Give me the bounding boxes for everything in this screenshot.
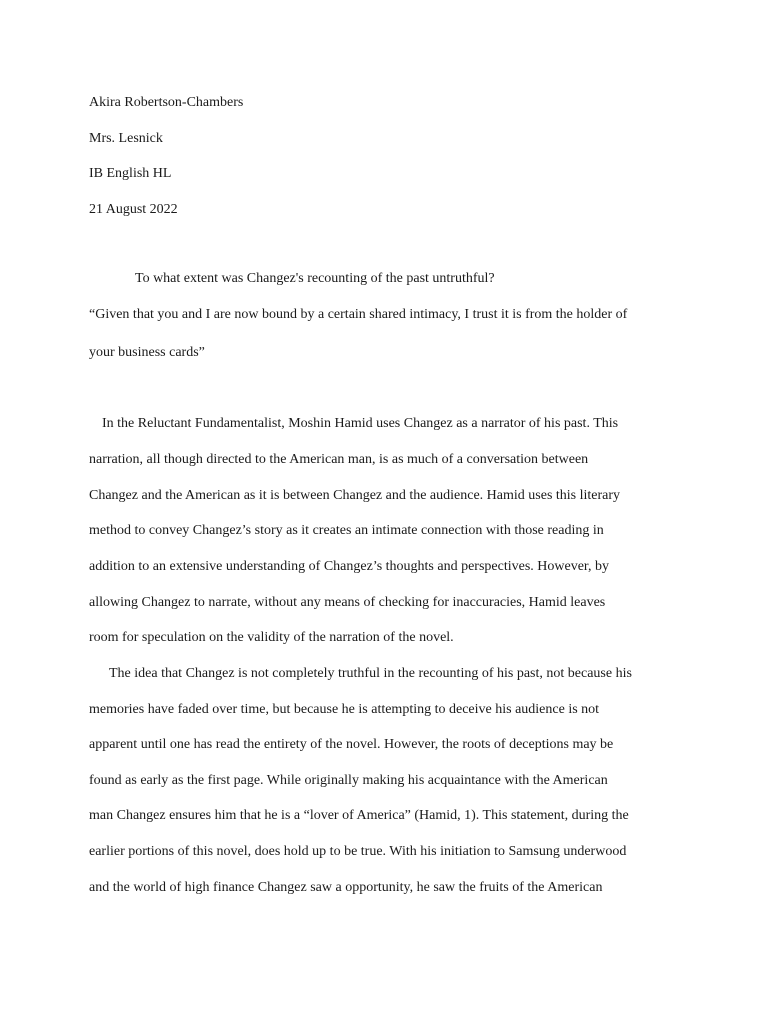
paragraph-line: man Changez ensures him that he is a “lover of America” (Hamid, 1). This statement, during the (89, 808, 629, 823)
paragraph-line: and the world of high finance Changez saw a opportunity, he saw the fruits of the American (89, 880, 603, 895)
date: 21 August 2022 (89, 202, 178, 217)
paragraph-line: allowing Changez to narrate, without any means of checking for inaccuracies, Hamid leaves (89, 595, 606, 610)
teacher-name: Mrs. Lesnick (89, 131, 163, 146)
paragraph-line: addition to an extensive understanding of Changez’s thoughts and perspectives. However, by (89, 559, 610, 574)
paragraph-line: apparent until one has read the entirety of the novel. However, the roots of deceptions may be (89, 737, 614, 752)
course-name: IB English HL (89, 166, 172, 181)
paragraph-line: The idea that Changez is not completely truthful in the recounting of his past, not because his (109, 666, 632, 681)
essay-title: To what extent was Changez's recounting of the past untruthful? (135, 271, 495, 286)
paragraph-line: room for speculation on the validity of the narration of the novel. (89, 630, 454, 645)
paragraph-line: method to convey Changez’s story as it creates an intimate connection with those reading in (89, 523, 604, 538)
paragraph-line: narration, all though directed to the American man, is as much of a conversation between (89, 452, 589, 467)
author-name: Akira Robertson-Chambers (89, 95, 244, 110)
paragraph-line: found as early as the first page. While originally making his acquaintance with the American (89, 773, 608, 788)
paragraph-line: memories have faded over time, but because he is attempting to deceive his audience is not (89, 702, 600, 717)
paragraph-line: earlier portions of this novel, does hold up to be true. With his initiation to Samsung underwood (89, 844, 627, 859)
epigraph-line: “Given that you and I are now bound by a certain shared intimacy, I trust it is from the holder of (89, 307, 628, 322)
paragraph-line: In the Reluctant Fundamentalist, Moshin Hamid uses Changez as a narrator of his past. This (102, 416, 619, 431)
epigraph-line: your business cards” (89, 345, 205, 360)
paragraph-line: Changez and the American as it is between Changez and the audience. Hamid uses this literary (89, 488, 621, 503)
